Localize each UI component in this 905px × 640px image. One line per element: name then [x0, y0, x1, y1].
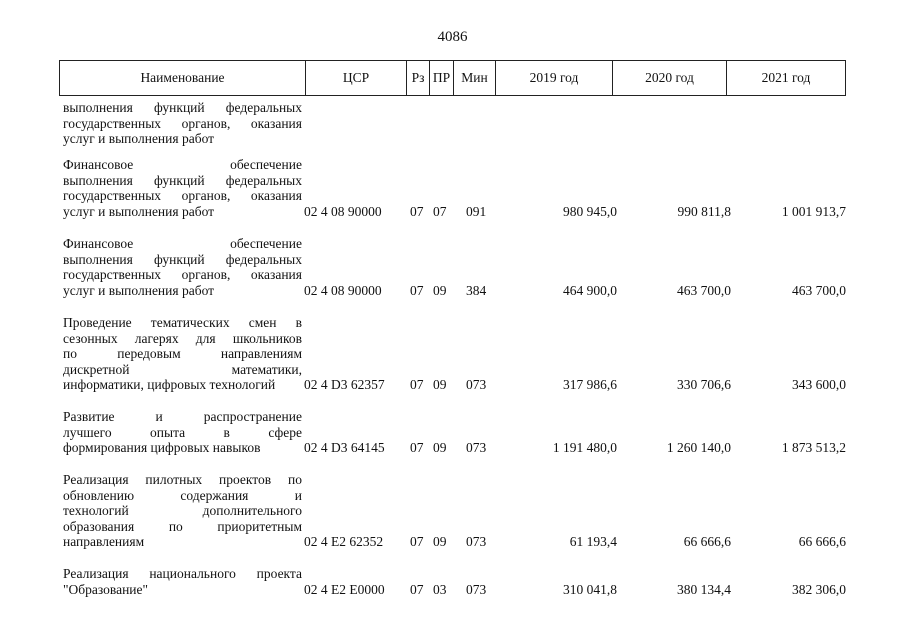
header-name: Наименование — [60, 61, 306, 95]
row-name — [63, 409, 302, 456]
table-row — [0, 157, 905, 219]
table-header — [59, 60, 846, 96]
row-name-line: государственных органов, оказания — [63, 115, 302, 131]
row-csr: 02 4 D3 62357 — [304, 377, 385, 393]
header-rz: Рз — [407, 61, 430, 95]
row-2021: 1 873 513,2 — [781, 440, 846, 456]
row-2021: 463 700,0 — [792, 282, 846, 298]
row-pr: 09 — [433, 377, 447, 393]
row-min: 073 — [466, 377, 487, 393]
row-name-line: сезонных лагерях для школьников — [63, 330, 302, 346]
row-name — [63, 315, 302, 393]
row-name-line: выполнения функций федеральных — [63, 251, 302, 267]
row-pr: 09 — [433, 534, 447, 550]
table-row — [0, 472, 905, 550]
row-name — [63, 157, 302, 219]
row-rz: 07 — [410, 440, 424, 456]
row-csr: 02 4 E2 E0000 — [304, 581, 385, 597]
row-name-line: направлениям — [63, 534, 145, 550]
header-2021: 2021 год — [761, 70, 811, 85]
header-min: Мин — [454, 61, 496, 95]
header-2020: 2020 год — [613, 61, 727, 95]
row-rz: 07 — [410, 203, 424, 219]
page-number: 4086 — [437, 29, 468, 45]
row-name-line: Финансовое обеспечение — [63, 157, 302, 172]
row-pr: 03 — [433, 581, 447, 597]
row-2021: 382 306,0 — [792, 581, 846, 597]
row-pr: 07 — [433, 203, 447, 219]
row-min: 384 — [466, 282, 487, 298]
table-row — [0, 236, 905, 298]
row-rz: 07 — [410, 282, 424, 298]
row-2019: 317 986,6 — [563, 377, 617, 393]
row-name — [63, 236, 302, 298]
row-2021: 343 600,0 — [792, 377, 846, 393]
row-min: 073 — [466, 534, 487, 550]
table-row — [0, 566, 905, 597]
row-min: 073 — [466, 581, 487, 597]
row-rz: 07 — [410, 581, 424, 597]
row-name — [63, 100, 302, 147]
row-min: 091 — [466, 203, 487, 219]
row-name-line: государственных органов, оказания — [63, 267, 302, 283]
row-name — [63, 472, 302, 550]
row-csr: 02 4 E2 62352 — [304, 534, 384, 550]
row-rz: 07 — [410, 534, 424, 550]
row-name-line: информатики, цифровых технологий — [63, 377, 276, 393]
row-rz: 07 — [410, 377, 424, 393]
row-name-line: Развитие и распространение — [63, 409, 302, 424]
row-csr: 02 4 D3 64145 — [304, 440, 385, 456]
row-name-line: "Образование" — [63, 581, 149, 597]
row-name-line: Реализация пилотных проектов по — [63, 472, 302, 487]
table-row — [0, 100, 905, 147]
row-2019: 1 191 480,0 — [552, 440, 617, 456]
row-name-line: выполнения функций федеральных — [63, 100, 302, 115]
row-2019: 464 900,0 — [563, 282, 617, 298]
row-2019: 61 193,4 — [569, 534, 617, 550]
row-2020: 463 700,0 — [677, 282, 731, 298]
row-name-line: обновлению содержания и — [63, 487, 302, 503]
row-name-line: образования по приоритетным — [63, 518, 302, 534]
row-name-line: государственных органов, оказания — [63, 188, 302, 204]
row-name-line: выполнения функций федеральных — [63, 172, 302, 188]
row-name-line: услуг и выполнения работ — [63, 131, 215, 147]
row-csr: 02 4 08 90000 — [304, 203, 382, 219]
table-row — [0, 409, 905, 456]
row-2019: 310 041,8 — [563, 581, 617, 597]
row-2020: 1 260 140,0 — [666, 440, 731, 456]
table-row — [0, 315, 905, 393]
row-2021: 1 001 913,7 — [781, 203, 846, 219]
row-min: 073 — [466, 440, 487, 456]
row-pr: 09 — [433, 282, 447, 298]
row-name-line: Реализация национального проекта — [63, 566, 302, 581]
row-name-line: Проведение тематических смен в — [63, 315, 302, 330]
header-2019: 2019 год — [496, 61, 613, 95]
header-pr: ПР — [430, 61, 454, 95]
header-csr: ЦСР — [306, 61, 407, 95]
row-name-line: лучшего опыта в сфере — [63, 424, 302, 440]
row-name-line: технологий дополнительного — [63, 503, 302, 519]
row-2020: 380 134,4 — [677, 581, 731, 597]
row-2020: 990 811,8 — [677, 203, 731, 219]
row-2019: 980 945,0 — [563, 203, 617, 219]
row-2020: 66 666,6 — [683, 534, 731, 550]
row-name-line: Финансовое обеспечение — [63, 236, 302, 251]
row-name-line: услуг и выполнения работ — [63, 282, 215, 298]
row-name-line: формирования цифровых навыков — [63, 440, 261, 456]
row-name — [63, 566, 302, 597]
row-name-line: дискретной математики, — [63, 361, 302, 377]
row-pr: 09 — [433, 440, 447, 456]
row-2020: 330 706,6 — [677, 377, 731, 393]
row-2021: 66 666,6 — [798, 534, 846, 550]
row-name-line: по передовым направлениям — [63, 346, 302, 362]
row-name-line: услуг и выполнения работ — [63, 203, 215, 219]
row-csr: 02 4 08 90000 — [304, 282, 382, 298]
